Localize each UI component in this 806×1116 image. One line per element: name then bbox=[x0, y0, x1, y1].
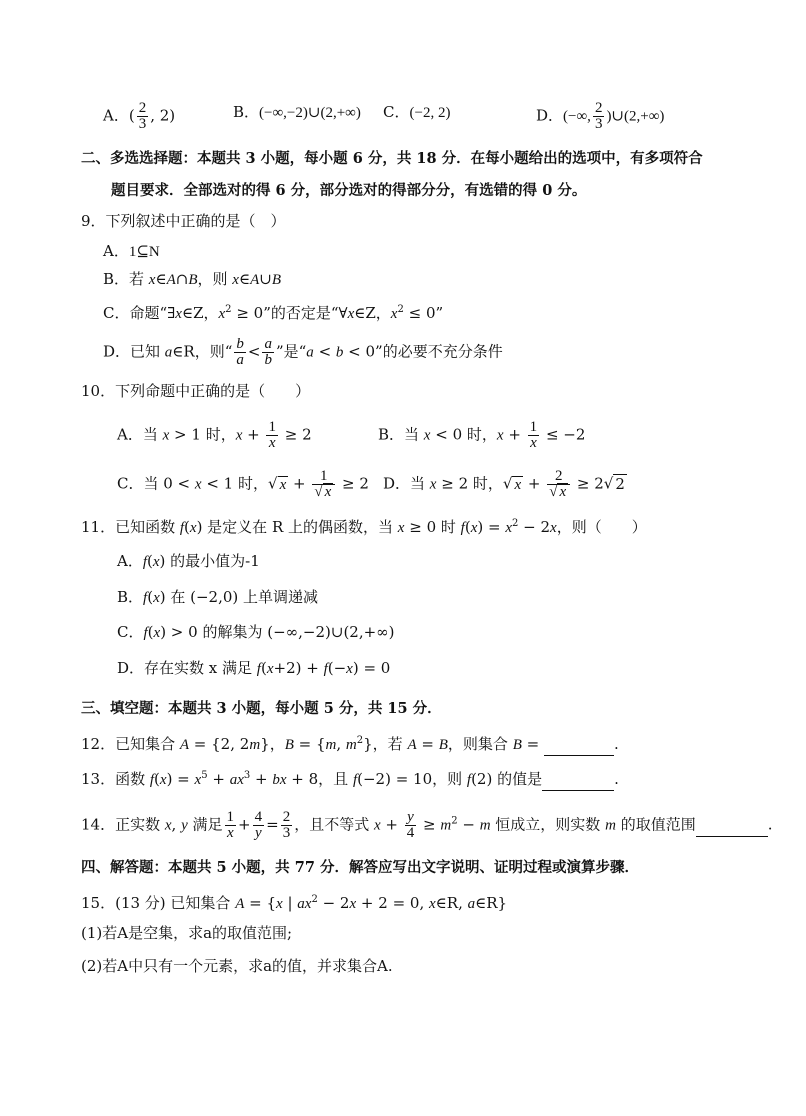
q10-option-b: B．当 x < 0 时，x + $\frac{1}{x}$ ≤ −2 bbox=[378, 419, 586, 451]
section2-heading-line1: 二、多选选择题：本题共 3 小题，每小题 6 分，共 18 分．在每小题给出的选项中，有多项符合 bbox=[81, 150, 703, 167]
q15-part2: (2)若A中只有一个元素，求a的值，并求集合A. bbox=[81, 957, 393, 975]
q10-stem: 10．下列命题中正确的是（ ） bbox=[81, 382, 311, 400]
q9-option-d: D．已知 a∈R，则“ $\frac{b}{a}$ < $\frac{a}{b}$ ”是“a < b < 0”的必要不充分条件 bbox=[103, 336, 503, 368]
q9-option-c: C．命题“∃x∈Z，$x^2 \ge 0$”的否定是“∀x∈Z，$x^2 \le 0$” bbox=[103, 304, 444, 322]
section3-heading: 三、填空题：本题共 3 小题，每小题 5 分，共 15 分． bbox=[81, 700, 442, 717]
q11-option-c: C．f(x) > 0 的解集为 (−∞,−2)∪(2,+∞) bbox=[117, 623, 395, 641]
q8-option-d: D．(−∞, $\frac{2}{3}$ )∪(2,+∞) bbox=[536, 100, 665, 132]
q11-option-a: A．f(x) 的最小值为-1 bbox=[117, 552, 260, 570]
q9-stem: 9．下列叙述中正确的是（ ） bbox=[81, 212, 286, 230]
q11-option-d: D．存在实数 x 满足 f(x+2) + f(−x) = 0 bbox=[117, 659, 391, 677]
q11-option-b: B．f(x) 在 (−2,0) 上单调递减 bbox=[117, 588, 319, 606]
q10-option-a: A．当 x > 1 时，x + $\frac{1}{x}$ ≥ 2 bbox=[117, 419, 312, 451]
q9-option-a: A．1⊆N bbox=[103, 242, 160, 260]
q9-option-b: B．若 x∈A∩B，则 x∈A∪B bbox=[103, 270, 281, 288]
q12: 12．已知集合 A = {2, 2m}，B = {m, $m^2$}，若 A = B，则集合 B = . bbox=[81, 730, 619, 756]
q15-part1: (1)若A是空集，求a的取值范围; bbox=[81, 924, 293, 942]
q10-option-c: C．当 0 < x < 1 时，√ x + $\frac{1}{√ x}$ ≥ 2 bbox=[117, 468, 369, 500]
q15-stem: 15．(13 分) 已知集合 A = {x | $ax^2 - 2x + 2 = 0$, x∈R, a∈R} bbox=[81, 894, 508, 912]
q13: 13．函数 $f(x) = x^5 + ax^3$ + bx + 8，且 f(−2) = 10，则 f(2) 的值是 . bbox=[81, 765, 619, 791]
q8-option-b: B．(−∞,−2)∪(2,+∞) bbox=[233, 103, 361, 121]
q8-option-c: C．(−2, 2) bbox=[383, 103, 451, 121]
q11-stem: 11．已知函数 f(x) 是定义在 R 上的偶函数，当 x ≥ 0 时 $f(x) = x^2 - 2x$，则（ ） bbox=[81, 518, 647, 536]
section2-heading-line2: 题目要求．全部选对的得 6 分，部分选对的得部分分，有选错的得 0 分。 bbox=[111, 182, 587, 199]
q8-option-a: A．( $\frac{2}{3}$ , 2) bbox=[103, 100, 176, 132]
q14: 14．正实数 x, y 满足 $\frac{1}{x}$ + $\frac{4}{y}$ = $\frac{2}{3}$ ，且不等式 x + $\frac{y}{4}$ ≥ $m^2 - m$ 恒成立，则实数 m 的取值范围 . bbox=[81, 809, 773, 841]
q10-option-d: D．当 x ≥ 2 时，√ x + $\frac{2}{√ x}$ ≥ 2√ 2 bbox=[383, 468, 625, 500]
section4-heading: 四、解答题：本题共 5 小题，共 77 分．解答应写出文字说明、证明过程或演算步骤． bbox=[81, 859, 639, 876]
